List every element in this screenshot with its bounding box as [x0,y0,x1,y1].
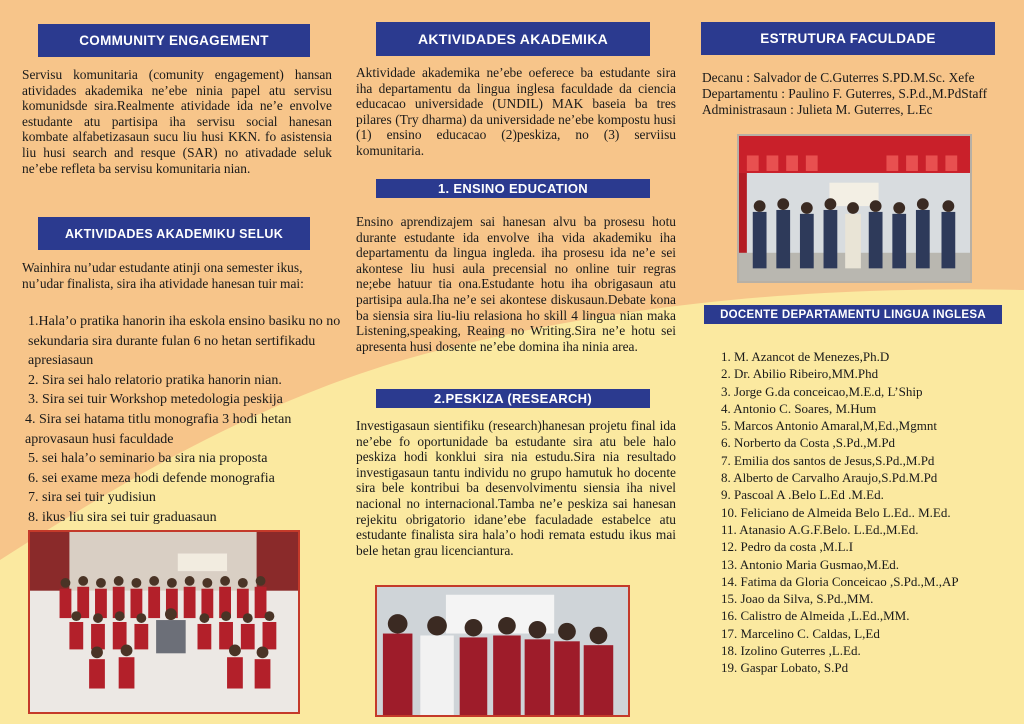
list-item: 3. Jorge G.da conceicao,M.E.d, L’Ship [721,383,923,399]
list-item: 2. Dr. Abilio Ribeiro,MM.Phd [721,366,879,382]
list-item: 11. Atanasio A.G.F.Belo. L.Ed.,M.Ed. [721,521,919,537]
faculty-staff-photo [737,134,972,283]
ensino-education-text: Ensino aprendizajem sai hanesan alvu ba prosesu hotu durante estudante ida envolve iha vida akademiku iha departamentu da lingua ingleda. iha prosesu ida ne’e sei akontese liu husi aula precensial no online tuir regras ne;ebe hatuur tia ona.Estudante hotu iha obrigasaun atu partisipa aula.Iha ne’e sei akontese diskusaun.Debate kona ba siensia sira liu-liu relasiona ho skill 4 lingua nian maka Listening,speaking, Reaing no Writing.Sira ne’e hotu sei apresenta husi dosente ne’ebe domina iha ninia area. [356,214,676,354]
estrutura-faculdade-staff [702,70,1022,118]
decanu-line: Decanu : Salvador de C.Guterres S.PD.M.Sc. Xefe [702,70,975,85]
list-item: 16. Calistro de Almeida ,L.Ed.,MM. [721,608,910,624]
community-engagement-heading: COMMUNITY ENGAGEMENT [38,24,310,57]
list-item: 6. sei exame meza hodi defende monografia [28,470,275,486]
list-item: 15. Joao da Silva, S.Pd.,MM. [721,591,874,607]
list-item: 7. Emilia dos santos de Jesus,S.Pd.,M.Pd [721,452,935,468]
docente-list [721,348,1021,677]
list-item: 13. Antonio Maria Gusmao,M.Ed. [721,556,900,572]
list-item: 7. sira sei tuir yudisiun [28,490,156,506]
aktividades-akademika-heading: AKTIVIDADES AKADEMIKA [376,22,650,56]
administrasaun-line: Administrasaun : Julieta M. Guterres, L.Ec [702,102,933,117]
peskiza-research-text: Investigasaun sientifiku (research)hanesan projetu final ida ne’ebe fo oportunidade ba estudante sira atu bele halo peskiza hodi konklui sira nia estudu.Sira nia resultado investigasaun tantu individu no grupo hamutuk ho docente sira bele kontribui ba desenvolvimentu siensia iha nivel nacional no internacional.Tamba ne’e peskiza sai hanesan rejekitu obrigatorio idane’ebe faculadade estabelce atu estudante finalista sira hala’o hodi remata estudu ikus mai bele hetan grau licenciantura. [356,418,676,558]
list-item: 5. sei hala’o seminario ba sira nia proposta [28,451,268,467]
students-group-photo [28,530,300,714]
community-engagement-text: Servisu komunitaria (comunity engagement) hansan atividades akademika ne’ebe ninia papel atu servisu komunidsde sira.Realmente atividade ida ne’e envolve estudante atu partisipa iha servisu social hanesan kombate alfabetizasaun sucu liu husi KKN. fo asistensia liu husi search and resque (SAR) no ativadade seluk ne’ebe refleta ba servisu komunitaria nian. [22,67,332,176]
list-item: 5. Marcos Antonio Amaral,M,Ed.,Mgmnt [721,418,937,434]
final-year-steps-list [25,312,342,528]
list-item: 2. Sira sei halo relatorio pratika hanorin nian. [28,372,282,388]
right-column [690,0,1024,724]
departamentu-line: Departamentu : Paulino F. Guterres, S.P.d.,M.PdStaff [702,86,988,101]
list-item: 4. Antonio C. Soares, M.Hum [721,400,877,416]
list-item: 1. M. Azancot de Menezes,Ph.D [721,349,890,364]
list-item: 9. Pascoal A .Belo L.Ed .M.Ed. [721,487,884,503]
peskiza-research-heading: 2.PESKIZA (RESEARCH) [376,389,650,408]
students-red-jackets-photo [375,585,630,717]
list-item: 1.Hala’o pratika hanorin iha eskola ensino basiku no no sekundaria sira durante fulan 6 no hetan sertifikadu apresiasaun [28,314,341,369]
list-item: 14. Fatima da Gloria Conceicao ,S.Pd.,M.,AP [721,573,959,589]
list-item: 18. Izolino Guterres ,L.Ed. [721,643,861,659]
docente-heading: DOCENTE DEPARTAMENTU LINGUA INGLESA [704,305,1002,324]
list-item: 17. Marcelino C. Caldas, L,Ed [721,625,880,641]
list-item: 12. Pedro da costa ,M.L.I [721,539,854,555]
list-item: 3. Sira sei tuir Workshop metedologia peskija [28,392,283,408]
list-item: 8. Alberto de Carvalho Araujo,S.Pd.M.Pd [721,470,938,486]
estrutura-faculdade-heading: ESTRUTURA FACULDADE [701,22,995,55]
aktividades-seluk-heading: AKTIVIDADES AKADEMIKU SELUK [38,217,310,250]
list-item: 4. Sira sei hatama titlu monografia 3 hodi hetan aprovasaun husi faculdade [25,411,292,447]
aktividades-seluk-intro: Wainhira nu’udar estudante atinji ona semester ikus, nu’udar finalista, sira iha atividade hanesan tuir mai: [22,260,304,291]
list-item: 6. Norberto da Costa ,S.Pd.,M.Pd [721,435,896,451]
list-item: 8. ikus liu sira sei tuir graduasaun [28,509,217,525]
aktividades-akademika-text: Aktividade akademika ne’ebe oeferece ba estudante sira iha departamentu da lingua inglesa faculdade da ciencia educacao universidade (UNDIL) MAK baseia ba tres pilares (Try dharma) da universidade ne’ebe kompostu husi (1) ensino educacao (2)peskiza, no (3) serviisu komunitaria. [356,65,676,158]
list-item: 19. Gaspar Lobato, S.Pd [721,660,849,676]
ensino-education-heading: 1. ENSINO EDUCATION [376,179,650,198]
list-item: 10. Feliciano de Almeida Belo L.Ed.. M.Ed. [721,504,951,520]
